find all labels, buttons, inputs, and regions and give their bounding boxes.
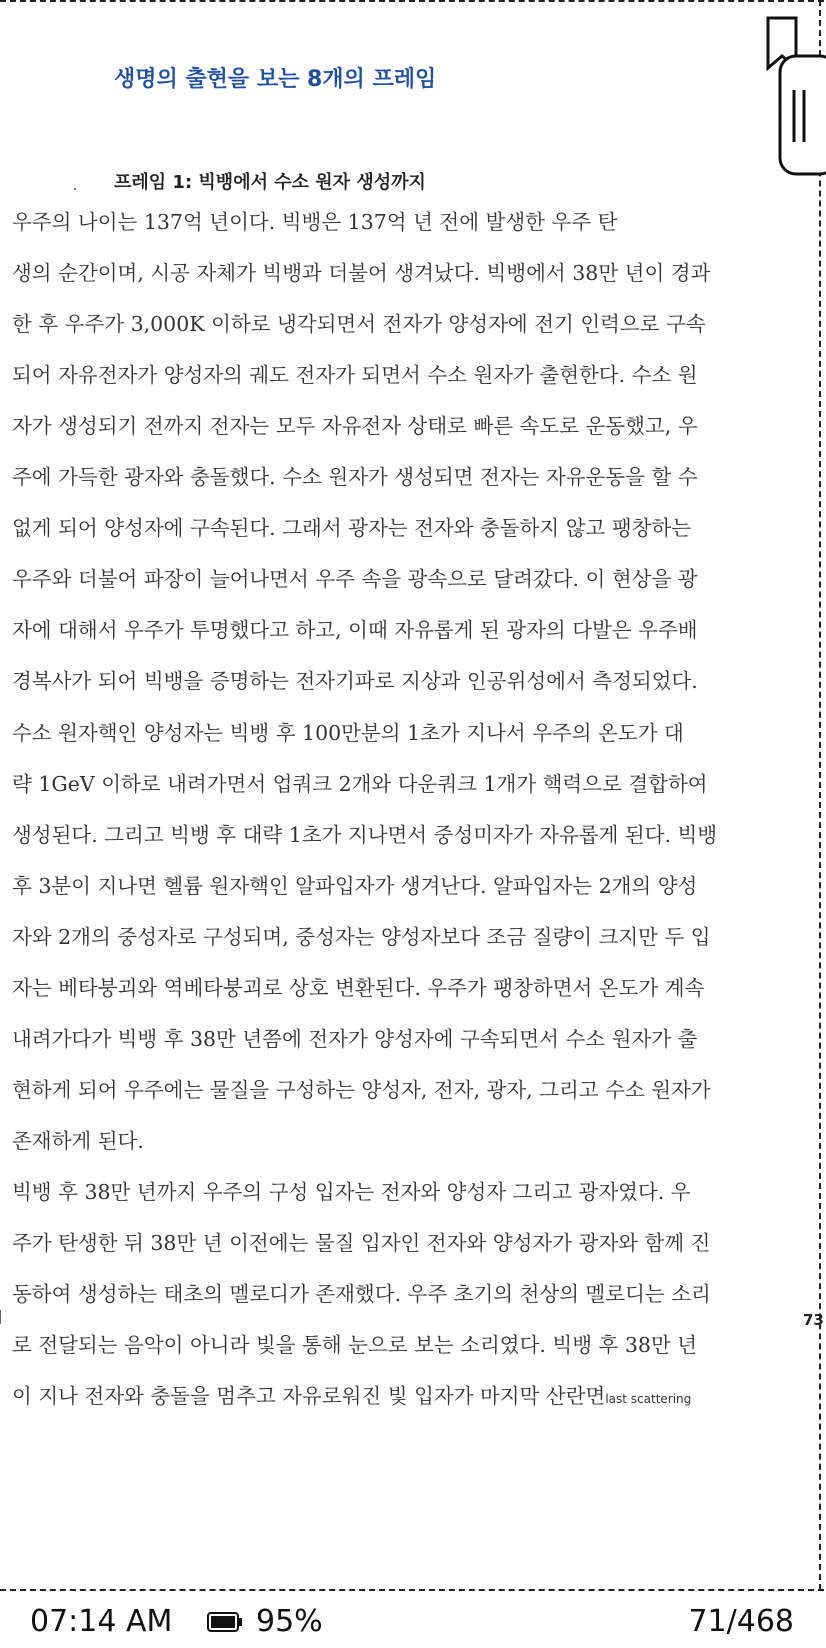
body-line: 후 3분이 지나면 헬륨 원자핵인 알파입자가 생겨난다. 알파입자는 2개의 양성 (12, 874, 698, 898)
body-line: 우주와 더불어 파장이 늘어나면서 우주 속을 광속으로 달려갔다. 이 현상을 광 (12, 567, 698, 591)
body-line: 주에 가득한 광자와 충돌했다. 수소 원자가 생성되면 전자는 자유운동을 할 수 (12, 465, 698, 489)
margin-tick (0, 1310, 1, 1324)
body-line: 경복사가 되어 빅뱅을 증명하는 전자기파로 지상과 인공위성에서 측정되었다. (12, 669, 698, 693)
body-line: 략 1GeV 이하로 내려가면서 업쿼크 2개와 다운쿼크 1개가 핵력으로 결합하여 (12, 772, 708, 796)
body-line: 생성된다. 그리고 빅뱅 후 대략 1초가 지나면서 중성미자가 자유롭게 된다. 빅뱅 (12, 823, 718, 847)
status-time: 07:14 AM (30, 1604, 173, 1639)
page-border-right (819, 0, 821, 1590)
body-line: 우주의 나이는 137억 년이다. 빅뱅은 137억 년 전에 발생한 우주 탄 (12, 210, 618, 234)
body-line: 한 후 우주가 3,000K 이하로 냉각되면서 전자가 양성자에 전기 인력으로 구속 (12, 312, 706, 336)
battery-icon (207, 1612, 243, 1632)
body-line: 되어 자유전자가 양성자의 궤도 전자가 되면서 수소 원자가 출현한다. 수소 원 (12, 363, 698, 387)
body-line: 자에 대해서 우주가 투명했다고 하고, 이때 자유롭게 된 광자의 다발은 우주배 (12, 618, 698, 642)
bookmark-icon[interactable] (766, 16, 826, 176)
latin-term: last scattering (605, 1392, 692, 1406)
body-line: 동하여 생성하는 태초의 멜로디가 존재했다. 우주 초기의 천상의 멜로디는 소리 (12, 1282, 711, 1306)
body-line: 자가 생성되기 전까지 전자는 모두 자유전자 상태로 빠른 속도로 운동했고, 우 (12, 414, 698, 438)
body-line: 생의 순간이며, 시공 자체가 빅뱅과 더불어 생겨났다. 빅뱅에서 38만 년이 경과 (12, 261, 711, 285)
page-border-bottom (0, 1589, 824, 1591)
body-line: 존재하게 된다. (12, 1129, 144, 1153)
body-line-text: 이 지나 전자와 충돌을 멈추고 자유로워진 빛 입자가 마지막 산란면 (12, 1384, 606, 1408)
body-line: 자는 베타붕괴와 역베타붕괴로 상호 변환된다. 우주가 팽창하면서 온도가 계속 (12, 976, 705, 1000)
body-line: 현하게 되어 우주에는 물질을 구성하는 양성자, 전자, 광자, 그리고 수소 원자가 (12, 1078, 711, 1102)
body-line: 내려가다가 빅뱅 후 38만 년쯤에 전자가 양성자에 구속되면서 수소 원자가 출 (12, 1027, 698, 1051)
body-line: 주가 탄생한 뒤 38만 년 이전에는 물질 입자인 전자와 양성자가 광자와 함께 진 (12, 1231, 711, 1255)
body-line: 수소 원자핵인 양성자는 빅뱅 후 100만분의 1초가 지나서 우주의 온도가 대 (12, 721, 684, 745)
body-line: 자와 2개의 중성자로 구성되며, 중성자는 양성자보다 조금 질량이 크지만 두 입 (12, 925, 711, 949)
body-line-last (12, 1379, 691, 1409)
body-line: 로 전달되는 음악이 아니라 빛을 통해 눈으로 보는 소리였다. 빅뱅 후 38만 년 (12, 1333, 698, 1357)
page-progress[interactable]: 71/468 (688, 1604, 794, 1639)
chapter-title: 생명의 출현을 보는 8개의 프레임 (114, 67, 437, 92)
status-bar (0, 1592, 824, 1648)
body-line: 빅뱅 후 38만 년까지 우주의 구성 입자는 전자와 양성자 그리고 광자였다. 우 (12, 1180, 691, 1204)
section-title: 프레임 1: 빅뱅에서 수소 원자 생성까지 (114, 172, 426, 193)
body-line: 없게 되어 양성자에 구속된다. 그래서 광자는 전자와 충돌하지 않고 팽창하는 (12, 516, 692, 540)
scan-mark (74, 188, 76, 190)
battery-percent: 95% (256, 1604, 323, 1639)
page-number: 73 (803, 1311, 824, 1329)
